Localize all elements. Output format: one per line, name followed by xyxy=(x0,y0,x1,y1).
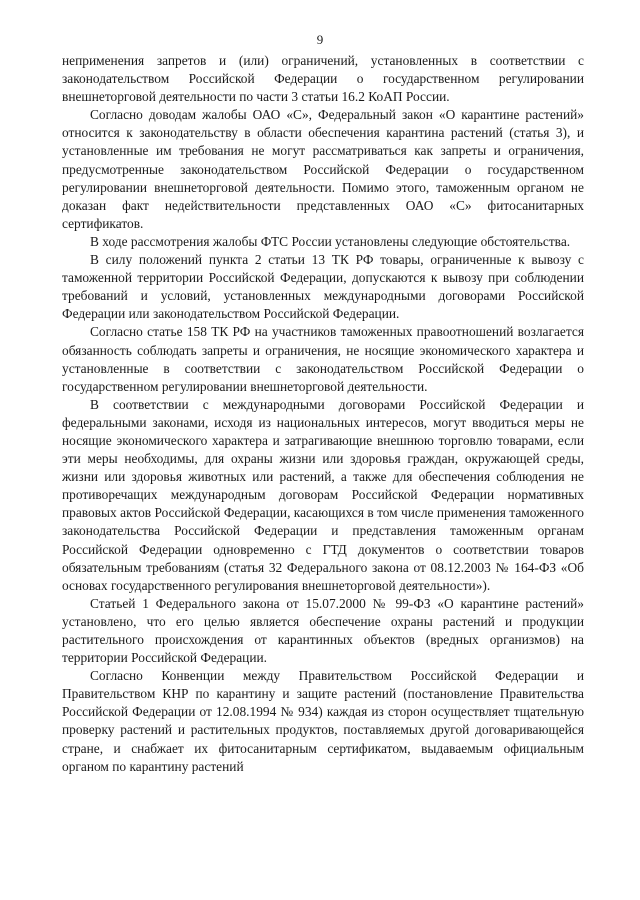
document-body xyxy=(62,52,584,776)
paragraph: Согласно Конвенции между Правительством Российской Федерации и Правительством КНР по карантину и защите растений (постановление Правительства Российской Федерации от 12.08.1994 № 934) каждая из сторон осуществляет тщательную проверку растений и растительных продуктов, поставляемых другой договаривающейся стране, и снабжает их фитосанитарным сертификатом, выдаваемым официальным органом по карантину растений xyxy=(62,668,584,774)
paragraph: Статьей 1 Федерального закона от 15.07.2000 № 99-ФЗ «О карантине растений» установлено, что его целью является обеспечение охраны растений и продукции растительного происхождения от карантинных объектов (вредных организмов) на территории Российской Федерации. xyxy=(62,595,584,666)
paragraph: В силу положений пункта 2 статьи 13 ТК РФ товары, ограниченные к вывозу с таможенной территории Российской Федерации, допускаются к вывозу при соблюдении требований и условий, установленных международными договорами Российской Федерации или законодательством Российской Федерации. xyxy=(62,252,584,322)
paragraph-continuation: неприменения запретов и (или) ограничений, установленных в соответствии с законодательством Российской Федерации о государственном регулировании внешнеторговой деятельности по части 3 статьи 16.2 КоАП России. xyxy=(62,53,584,105)
paragraph: В ходе рассмотрения жалобы ФТС России установлены следующие обстоятельства. xyxy=(90,233,571,249)
page-number: 9 xyxy=(316,32,324,47)
paragraph: Согласно статье 158 ТК РФ на участников таможенных правоотношений возлагается обязанность соблюдать запреты и ограничения, не носящие экономического характера и установленные в соответствии с законодательством Российской Федерации о государственном регулировании внешнеторговой деятельности. xyxy=(62,324,584,394)
paragraph: Согласно доводам жалобы ОАО «С», Федеральный закон «О карантине растений» относится к законодательству в области обеспечения карантина растений (статья 3), и установленные им требования не могут рассматриваться как запреты и ограничения, предусмотренные законодательством Российской Федерации о государственном регулировании внешнеторговой деятельности. Помимо этого, таможенным органом не доказан факт недействительности представленных ОАО «С» фитосанитарных сертификатов. xyxy=(62,107,584,231)
paragraph: В соответствии с международными договорами Российской Федерации и федеральными законами, исходя из национальных интересов, могут вводиться меры не носящие экономического характера и затрагивающие внешнюю торговлю товарами, если эти меры необходимы, для охраны жизни или здоровья граждан, окружающей среды, жизни или здоровья животных или растений, а также для обеспечения соблюдения не противоречащих международным договорам Российской Федерации нормативных правовых актов Российской Федерации, касающихся в том числе применения таможенного законодательства Российской Федерации и представления таможенным органам Российской Федерации одновременно с ГТД документов о соответствии товаров обязательным требованиям (статья 32 Федерального закона от 08.12.2003 № 164-ФЗ «Об основах государственного регулирования внешнеторговой деятельности»). xyxy=(62,396,584,593)
